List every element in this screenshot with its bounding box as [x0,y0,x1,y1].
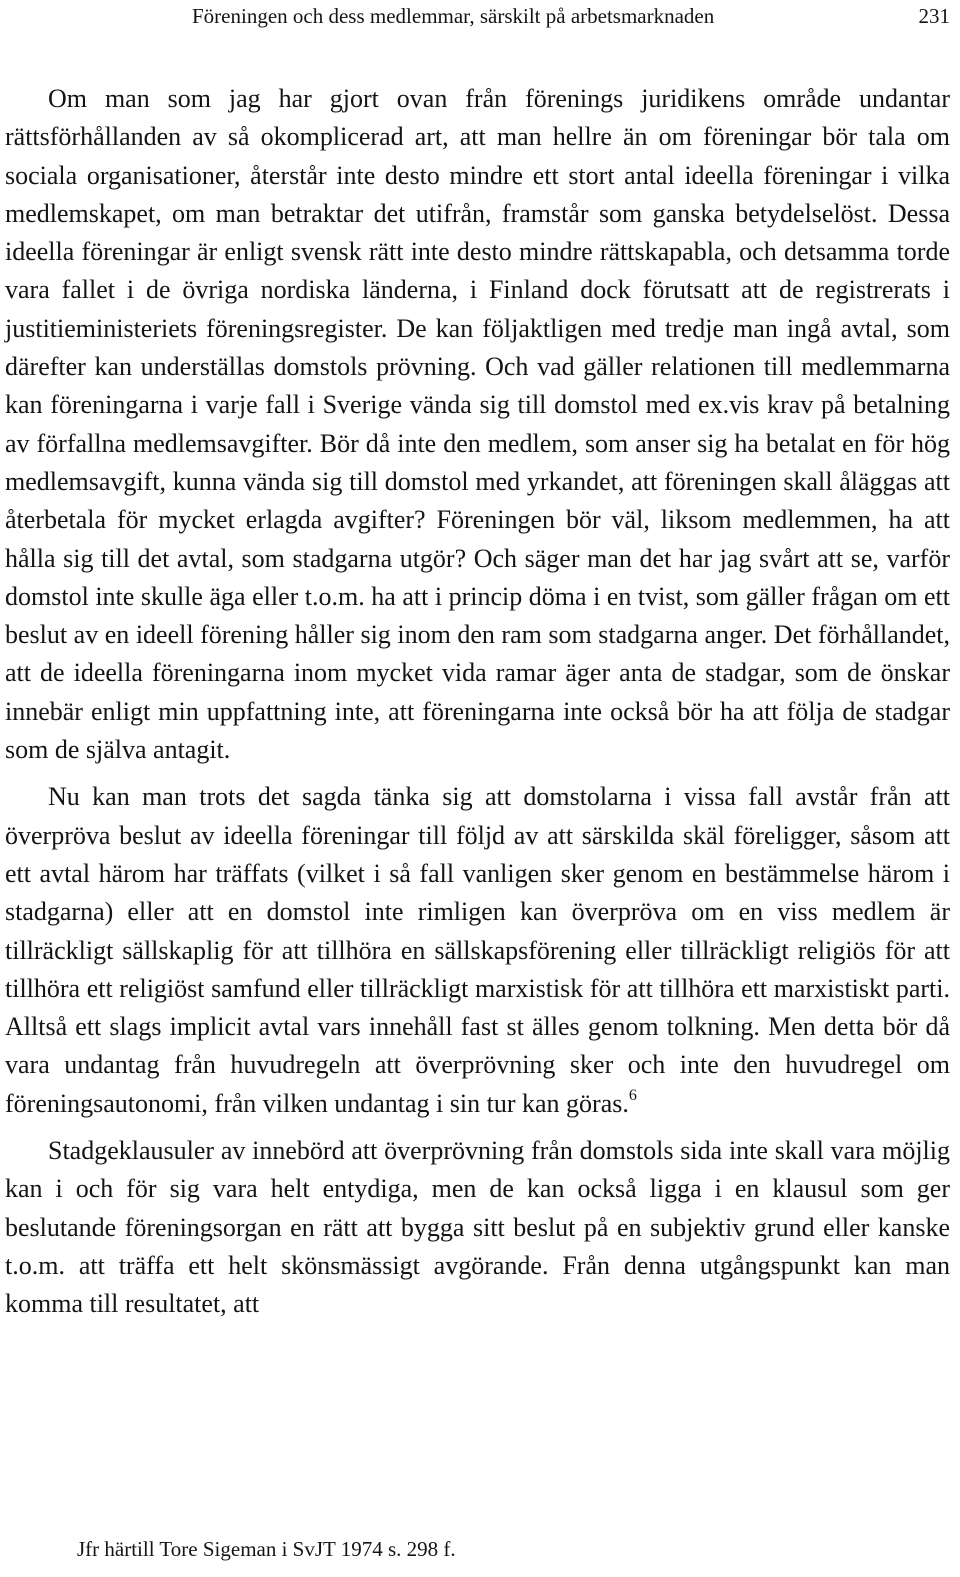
footnote-reference: 6 [628,1086,637,1104]
paragraph-3 [5,1132,950,1323]
page-number: 231 [918,4,950,28]
body-text [5,80,950,1324]
footnote-text: Jfr härtill Tore Sigeman i SvJT 1974 s. 298 f. [77,1537,456,1561]
paragraph-1-text: Om man som jag har gjort ovan från förenings juridikens område undantar rättsförhållanden av så okomplicerad art, att man hellre än om föreningar bör tala om sociala organisationer, återstår inte desto mindre ett stort antal ideella föreningar i vilka medlemskapet, om man betraktar det utifrån, framstår som ganska betydelselöst. Dessa ideella föreningar är enligt svensk rätt inte desto mindre rättskapabla, och detsamma torde vara fallet i de övriga nordiska länderna, i Finland dock förutsatt att de registrerats i justitieministeriets föreningsregister. De kan följaktligen med tredje man ingå avtal, som därefter kan underställas domstols prövning. Och vad gäller relationen till medlemmarna kan föreningarna i varje fall i Sverige vända sig till domstol med ex.vis krav på betalning av förfallna medlemsavgifter. Bör då inte den medlem, som anser sig ha betalat en för hög medlemsavgift, kunna vända sig till domstol med yrkandet, att föreningen skall åläggas att återbetala för mycket erlagda avgifter? Föreningen bör väl, liksom medlemmen, ha att hålla sig till det avtal, som stadgarna utgör? Och säger man det har jag svårt att se, varför domstol inte skulle äga eller t.o.m. ha att i princip döma i en tvist, som gäller frågan om ett beslut av en ideell förening håller sig inom den ram som stadgarna anger. Det förhållandet, att de ideella föreningarna inom mycket vida ramar äger anta de stadgar, som de önskar innebär enligt min uppfattning inte, att föreningarna inte också bör ha att följa de stadgar som de själva antagit. [5,84,950,765]
paragraph-2 [5,778,950,1123]
paragraph-2-text: Nu kan man trots det sagda tänka sig att domstolarna i vissa fall avstår från att överpröva beslut av ideella föreningar till följd av att särskilda skäl föreligger, såsom att ett avtal härom har träffats (vilket i så fall vanligen sker genom en bestämmelse härom i stadgarna) eller att en domstol inte rimligen kan överpröva om en viss medlem är tillräckligt sällskaplig för att tillhöra en sällskapsförening eller tillräckligt religiös för att tillhöra ett religiöst samfund eller tillräckligt marxistisk för att tillhöra ett marxistiskt parti. Alltså ett slags implicit avtal vars innehåll fast st älles genom tolkning. Men detta bör då vara undantag från huvudregeln att överprövning sker och inte den huvudregel om föreningsautonomi, från vilken undantag i sin tur kan göras. [5,782,950,1118]
paragraph-3-text: Stadgeklausuler av innebörd att överprövning från domstols sida inte skall vara möjlig kan i och för sig vara helt entydiga, men de kan också ligga i en klausul som ger beslutande föreningsorgan en rätt att bygga sitt beslut på en subjektiv grund eller kanske t.o.m. att träffa ett helt skönsmässigt avgörande. Från denna utgångspunkt kan man komma till resultatet, att [5,1136,950,1319]
running-head [192,2,950,30]
footnote [77,1535,456,1563]
paragraph-1 [5,80,950,769]
running-title: Föreningen och dess medlemmar, särskilt på arbetsmarknaden [192,4,715,28]
